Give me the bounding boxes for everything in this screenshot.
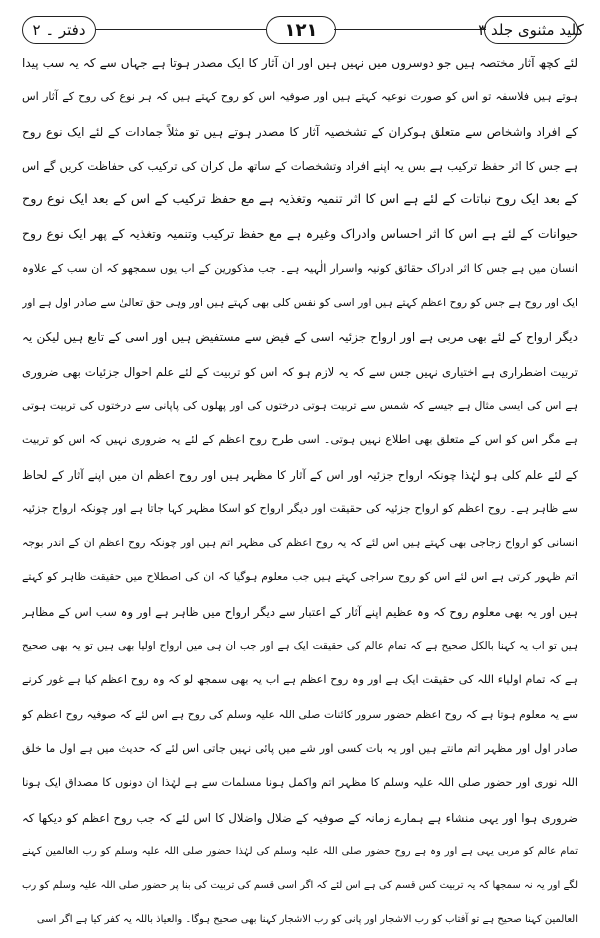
text-line: ایک اور روح ہے جس کو روح اعظم کہتے ہیں اور اسی کو نفس کلی بھی کہتے ہیں اور وہی حق تعالیٰ سے صادر اول ہے اور <box>22 296 578 310</box>
book-title: کلید مثنوی جلد ۳ <box>484 16 578 44</box>
text-line: سے یہ معلوم ہوتا ہے کہ روح اعظم حضور سرور کائنات صلی اللہ علیہ وسلم کی روح ہے اس لئے کہ صوفیہ روح اعظم کو <box>22 707 578 721</box>
text-line: ہوتے ہیں فلاسفہ تو اس کو صورت نوعیہ کہتے ہیں اور صوفیہ اس کو روح کہتے ہیں کہ ہر نوع کی روح کے آثار اس <box>22 90 578 104</box>
text-line: لئے کچھ آثار مختصہ ہیں جو دوسروں میں نہیں ہیں اور ان آثار کا ایک مصدر ہوتا ہے جہاں سے کہ یہ سب پیدا <box>22 56 578 70</box>
text-line: ہے جس کا اثر حفظ ترکیب ہے بس یہ اپنے افراد وتشخصات کے ساتھ مل کران کی ترکیب کی حفاظت کریں گے اس <box>22 158 578 173</box>
text-line: دیگر ارواح کے لئے بھی مربی ہے اور ارواح جزئیہ اسی کے فیض سے مستفیض ہیں اور اسی کے تابع ہیں لیکن یہ <box>22 330 578 345</box>
text-line: العالمین کہنا صحیح ہے تو آفتاب کو رب الاشجار اور پانی کو رب الاشجار کہنا بھی صحیح ہوگا۔ والعیاذ باللہ یہ کفر کیا ہے اگر اسی <box>36 914 578 926</box>
header-rule <box>96 29 266 30</box>
body-text <box>22 46 578 938</box>
text-line: تربیت اضطراری ہے اختیاری نہیں جس سے کہ یہ لازم ہو کہ اس کو تربیت کے لئے علم احوال جزئیات بھی ضروری <box>22 364 578 379</box>
text-line: ہیں اور یہ بھی معلوم روح کہ وہ عظیم اپنے آثار کے اعتبار سے دیگر ارواح میں ظاہر ہے اور وہ سب اس کے مظاہر <box>22 604 578 619</box>
text-line: تمام عالم کو مربی یہی ہے اور وہ ہے روح حضور صلی اللہ علیہ وسلم کی لہٰذا حضور صلی اللہ علیہ وسلم کو رب العالمین کہنے <box>22 845 578 857</box>
text-line: انسانی کو ارواح زجاجی بھی کہتے ہیں اس لئے کہ یہ روح اعظم کی مظہر اتم ہیں اور چونکہ روح اعظم ان کے اندر بوجہ <box>22 536 578 550</box>
section-label: دفتر ۔ ۲ <box>22 16 96 44</box>
text-line: ضروری ہوا اور یہی منشاء ہے ہمارے زمانہ کے صوفیہ کے ضلال واضلال کا اس لئے کہ جب روح اعظم کو دیکھا کہ <box>22 810 578 825</box>
text-line: اتم ظہور کرتی ہے اس لئے اس کو روح سراجی کہتے ہیں جب معلوم ہوگیا کہ ان کی اصطلاح میں حقیقت ظاہر کو کہتے <box>22 570 578 584</box>
header-rule <box>334 29 486 30</box>
text-line: سے ظاہر ہے۔ روح اعظم کو ارواح جزئیہ کی حقیقت اور دیگر ارواح کو اسکا مظہر کہا جاتا ہے اور چونکہ ارواح جزئیہ <box>22 501 578 515</box>
text-line: انسان میں ہے جس کا اثر ادراک حقائق کونیہ واسرار الٰہیہ ہے۔ جب مذکورین کے اب یوں سمجھو کہ ان سب کے علاوہ <box>22 261 578 275</box>
text-line: صادر اول اور مظہر اتم مانتے ہیں اور یہ بات کسی اور شے میں پائی نہیں جاتی اس لئے کہ حدیث میں ہے اول ما خلق <box>22 741 578 755</box>
text-line: ہے مگر اس کو اس کے متعلق بھی اطلاع نہیں ہوتی۔ اسی طرح روح اعظم کے لئے یہ ضروری نہیں کہ اس کو تربیت <box>22 433 578 447</box>
text-line: حیوانات کے لئے ہے اس کا اثر احساس وادراک وغیرہ ہے مع حفظ ترکیب وتنمیہ وتغذیہ کے پھر ایک نوع روح <box>22 226 578 242</box>
text-line: لگے اور یہ نہ سمجھا کہ یہ تربیت کس قسم کی ہے اس لئے کہ اگر اسی قسم کی تربیت کی بنا پر حضور صلی اللہ علیہ وسلم کو رب <box>22 880 578 892</box>
text-line: کے لئے علم کلی ہو لہٰذا چونکہ ارواح جزئیہ اور اس کے آثار کا مظہر ہیں اور روح اعظم ان میں اپنے آثار کے لحاظ <box>22 467 578 482</box>
text-line: کے بعد ایک روح نباتات کے لئے ہے اس کا اثر تنمیہ وتغذیہ ہے مع حفظ ترکیب کے اس کے بعد ایک نوع روح <box>22 192 578 208</box>
text-line: اللہ نوری اور حضور صلی اللہ علیہ وسلم کا مظہر اتم واکمل ہونا مسلمات سے ہے لہٰذا ان دونوں کا مصداق ایک ہونا <box>22 776 578 790</box>
text-line: ہے اس کی ایسی مثال ہے جیسے کہ شمس سے تربیت ہوتی درختوں کی اور پھلوں کی پاپانی سے درختوں کی تربیت ہوتی <box>22 398 578 412</box>
text-line: ہیں تو اب یہ کہنا بالکل صحیح ہے کہ تمام عالم کی حقیقت ایک ہے اور جب ان ہی میں ارواح اولیا بھی ہیں تو یہ بھی صحیح <box>22 640 578 653</box>
page-number: ۱۲۱ <box>266 16 336 44</box>
page-header <box>22 14 584 44</box>
text-line: ہے کہ تمام اولیاء اللہ کی حقیقت ایک ہے اور وہ روح اعظم ہے اب یہ بھی سمجھ لو کہ وہ روح اعظم کیا ہے غور کرنے <box>22 673 578 687</box>
text-line: کے افراد واشخاص سے متعلق ہوکران کے تشخصیہ آثار کا مصدر ہوتے ہیں تو مثلاً جمادات کے لئے ایک نوع روح <box>22 124 578 139</box>
